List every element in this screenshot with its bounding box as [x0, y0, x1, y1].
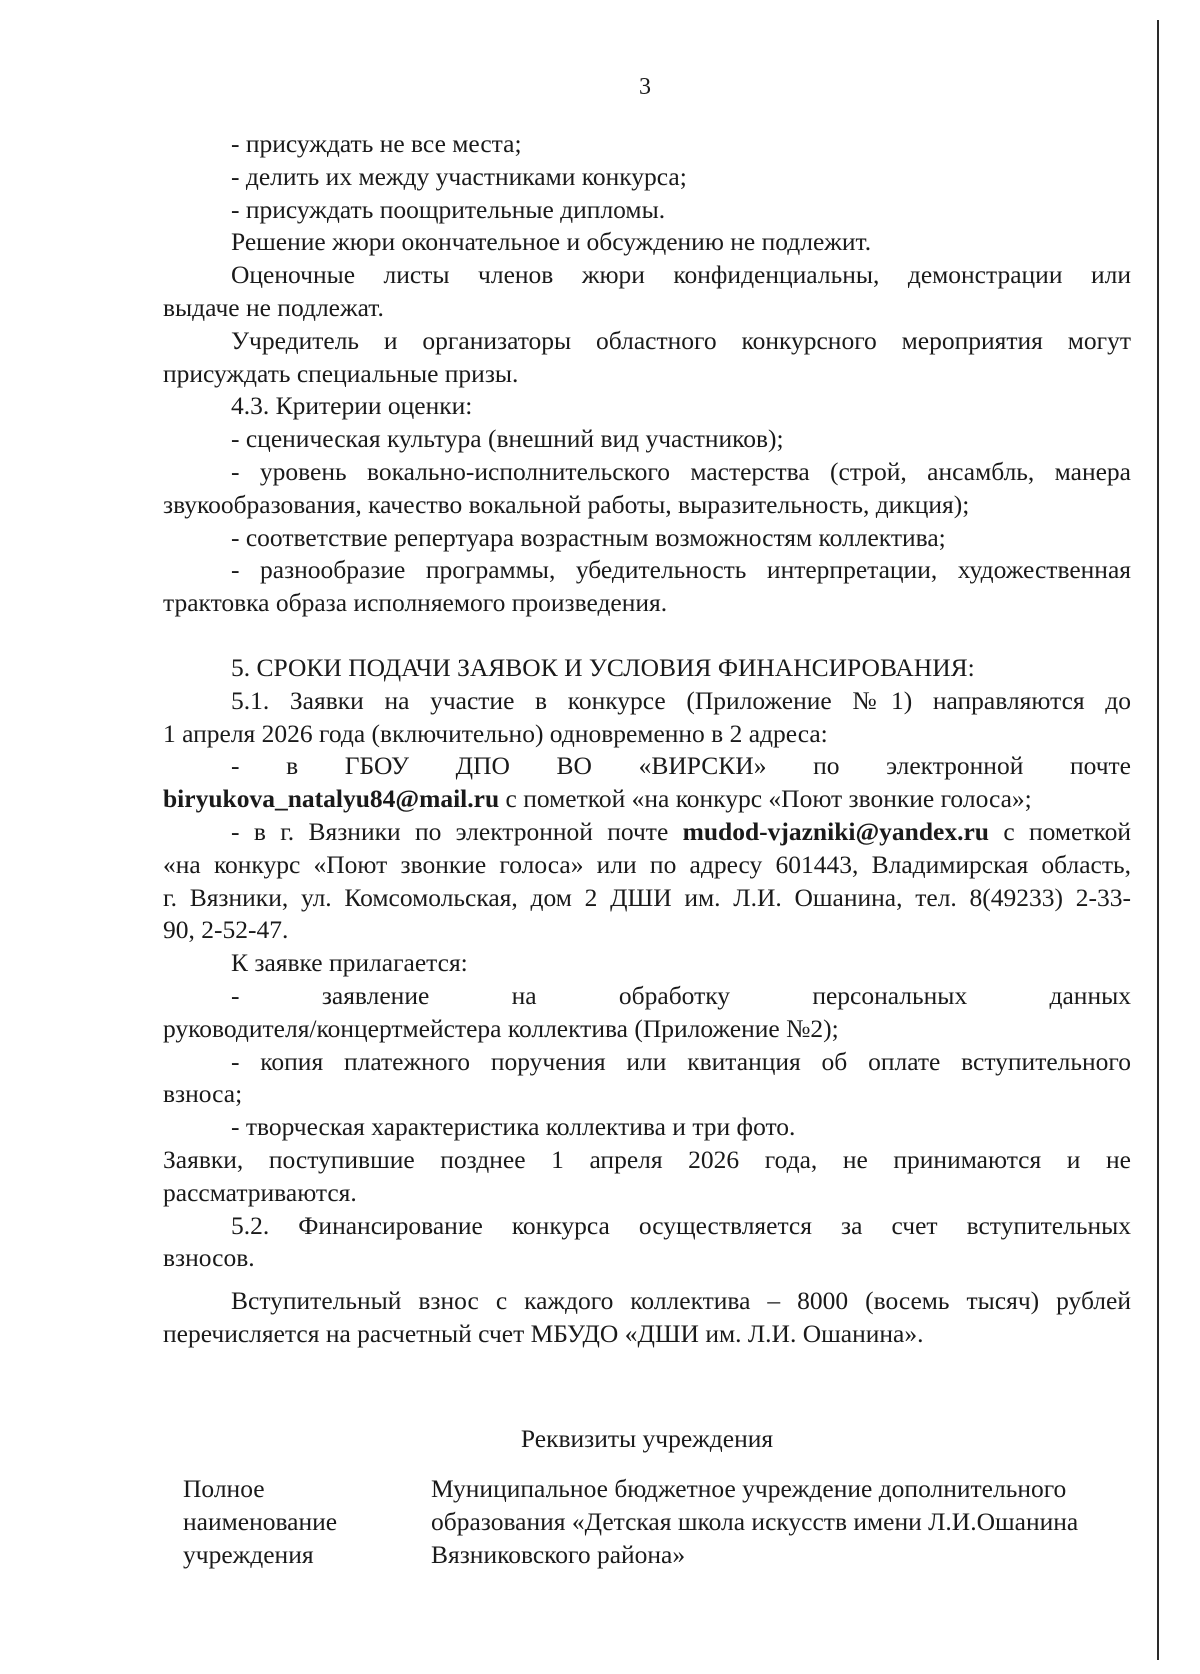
criterion-stage-culture: - сценическая культура (внешний вид участников); — [231, 424, 784, 454]
requisites-value-cell — [431, 1473, 1131, 1571]
fee-line2: перечисляется на расчетный счет МБУДО «ДШИ им. Л.И. Ошанина». — [163, 1318, 924, 1348]
fee-line1: Вступительный взнос с каждого коллектива – 8000 (восемь тысяч) рублей — [231, 1286, 1131, 1316]
s51-address2-end: с пометкой — [989, 816, 1131, 846]
s51-address2-line2: «на конкурс «Поют звонкие голоса» или по адресу 601443, Владимирская область, — [163, 849, 1131, 879]
requisites-label-line1: Полное — [183, 1474, 265, 1504]
document-body — [163, 128, 1131, 1572]
special-prizes-line1: Учредитель и организаторы областного конкурсного мероприятия могут — [231, 325, 1131, 355]
page-number: 3 — [639, 74, 651, 100]
requisites-heading: Реквизиты учреждения — [520, 1423, 774, 1453]
score-sheets-line1: Оценочные листы членов жюри конфиденциальны, демонстрации или — [231, 260, 1131, 290]
criterion-repertoire: - соответствие репертуара возрастным возможностям коллектива; — [231, 522, 946, 552]
bullet-not-all-places: - присуждать не все места; — [231, 129, 522, 158]
email-link-mudod[interactable]: mudod-vjazniki@yandex.ru — [682, 816, 989, 846]
late-applications-line1: Заявки, поступившие позднее 1 апреля 2026 года, не принимаются и не — [163, 1144, 1131, 1174]
criterion-program-variety-line1: - разнообразие программы, убедительность интерпретации, художественная — [231, 555, 1131, 585]
s52-line1: 5.2. Финансирование конкурса осуществляется за счет вступительных — [231, 1210, 1131, 1240]
s52-line2: взносов. — [163, 1243, 255, 1273]
criterion-program-variety-line2: трактовка образа исполняемого произведения. — [163, 588, 668, 618]
attachment-payment-line2: взноса; — [163, 1079, 243, 1109]
s51-address2-line1 — [163, 816, 1131, 849]
bullet-split-places: - делить их между участниками конкурса; — [231, 161, 687, 191]
requisites-value-line1: Муниципальное бюджетное учреждение дополнительного — [431, 1474, 1067, 1504]
requisites-value-line2: образования «Детская школа искусств имени Л.И.Ошанина — [431, 1507, 1079, 1537]
email-link-biryukova[interactable]: biryukova_natalyu84@mail.ru — [163, 784, 500, 814]
attachment-payment-line1: - копия платежного поручения или квитанция об оплате вступительного — [231, 1046, 1131, 1076]
criteria-heading: 4.3. Критерии оценки: — [231, 391, 473, 421]
criterion-vocal-level-line1: - уровень вокально-исполнительского мастерства (строй, ансамбль, манера — [231, 456, 1131, 486]
requisites-value-line3: Вязниковского района» — [431, 1540, 686, 1570]
bullet-encouragement-diplomas: - присуждать поощрительные дипломы. — [231, 194, 666, 224]
attachments-heading: К заявке прилагается: — [231, 948, 468, 978]
jury-decision: Решение жюри окончательное и обсуждению не подлежит. — [231, 227, 872, 257]
s51-address1-note: с пометкой «на конкурс «Поют звонкие голоса»; — [499, 784, 1032, 814]
special-prizes-line2: присуждать специальные призы. — [163, 358, 519, 388]
s51-address2-line3: г. Вязники, ул. Комсомольская, дом 2 ДШИ им. Л.И. Ошанина, тел. 8(49233) 2-33- — [163, 882, 1131, 912]
criterion-vocal-level-line2: звукообразования, качество вокальной работы, выразительность, дикция); — [163, 489, 970, 519]
requisites-table — [163, 1473, 1131, 1571]
requisites-label-cell — [163, 1473, 431, 1571]
requisites-label-line3: учреждения — [183, 1540, 314, 1570]
attachment-consent-line2: руководителя/концертмейстера коллектива (Приложение №2); — [163, 1013, 839, 1043]
requisites-label-line2: наименование — [183, 1507, 338, 1537]
late-applications-line2: рассматриваются. — [163, 1177, 357, 1207]
s51-line2: 1 апреля 2026 года (включительно) одновременно в 2 адреса: — [163, 718, 828, 748]
attachment-characteristic: - творческая характеристика коллектива и три фото. — [231, 1112, 796, 1142]
s51-address1-line2 — [163, 783, 1131, 816]
scan-edge-line — [1157, 20, 1159, 1660]
score-sheets-line2: выдаче не подлежат. — [163, 292, 384, 322]
s51-line1: 5.1. Заявки на участие в конкурсе (Приложение №1) направляются до — [231, 685, 1131, 715]
section5-heading: 5. СРОКИ ПОДАЧИ ЗАЯВОК И УСЛОВИЯ ФИНАНСИРОВАНИЯ: — [231, 652, 975, 682]
s51-address2-start: - в г. Вязники по электронной почте — [231, 816, 683, 846]
s51-address1-line1: - в ГБОУ ДПО ВО «ВИРСКИ» по электронной почте — [231, 751, 1131, 781]
s51-address2-line4: 90, 2-52-47. — [163, 915, 289, 945]
attachment-consent-line1: - заявление на обработку персональных данных — [231, 980, 1131, 1010]
